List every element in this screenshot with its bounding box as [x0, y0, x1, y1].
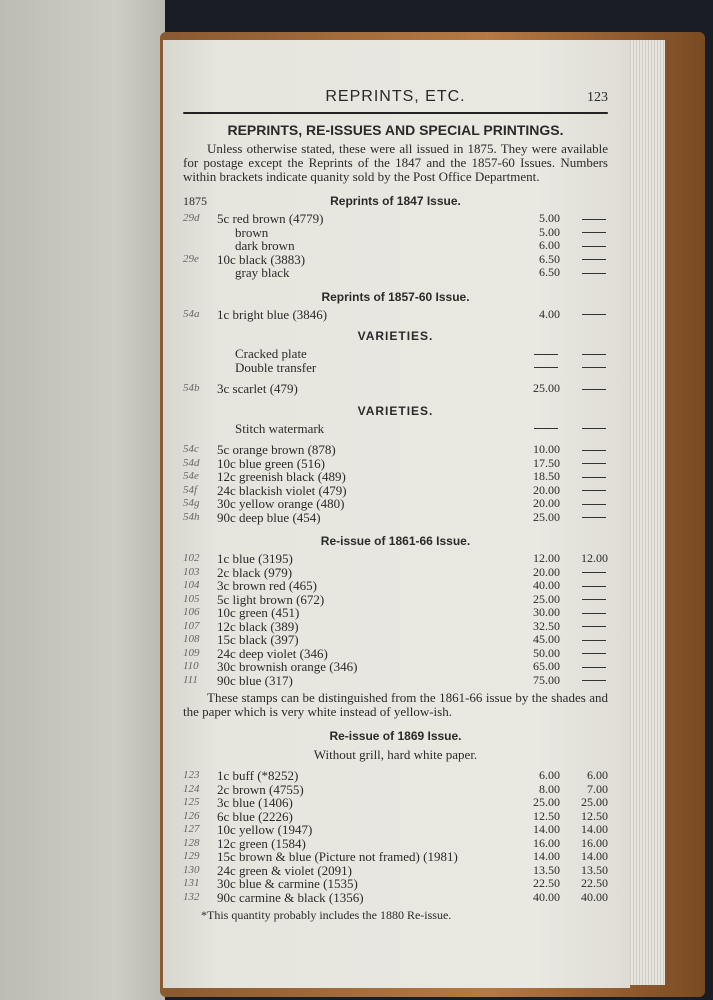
catalog-number: 54d [183, 456, 200, 469]
catalog-number: 105 [183, 592, 200, 605]
book-page [163, 40, 630, 988]
price-dash [582, 653, 606, 654]
price-dash [582, 599, 606, 600]
catalog-row [183, 470, 608, 484]
catalog-row [183, 212, 608, 226]
catalog-row [183, 633, 608, 647]
section-year: 1875 [183, 194, 207, 208]
catalog-number [183, 347, 217, 361]
section-heading [183, 290, 608, 304]
unused-price: 12.00 [533, 551, 560, 565]
stamp-description: 12c green (1584) [217, 835, 306, 851]
section-title: Re-issue of 1861-66 Issue. [320, 534, 471, 548]
used-price: 12.00 [581, 551, 608, 565]
used-price [562, 361, 608, 375]
unused-price: 6.50 [539, 251, 560, 266]
unused-price: 25.00 [533, 509, 560, 524]
catalog-number [183, 361, 217, 375]
price-dash [582, 572, 606, 573]
section-title: Reprints of 1847 Issue. [330, 194, 461, 208]
stamp-description: 5c red brown (4779) [217, 211, 324, 226]
catalog-number: 29e [183, 252, 199, 265]
price-dash [582, 354, 606, 355]
catalog-row [183, 864, 608, 878]
catalog-row [183, 552, 608, 566]
used-price [562, 422, 608, 436]
unused-price: 25.00 [533, 591, 560, 606]
used-price [562, 347, 608, 361]
unused-price: 6.00 [539, 768, 560, 782]
unused-price: 16.00 [533, 835, 560, 850]
catalog-row [183, 266, 608, 280]
price-dash [582, 586, 606, 587]
used-price: 13.50 [581, 862, 608, 877]
stamp-description: 6c blue (2226) [217, 808, 293, 824]
catalog-row [183, 783, 608, 797]
section-title: Re-issue of 1869 Issue. [329, 729, 462, 743]
unused-price: 6.50 [539, 265, 560, 279]
used-price [562, 253, 608, 267]
catalog-number: 106 [183, 606, 200, 618]
stamp-description: 5c orange brown (878) [217, 442, 336, 457]
catalog-listing [183, 194, 608, 923]
catalog-row [183, 579, 608, 593]
unused-price: 20.00 [533, 482, 560, 497]
catalog-row [183, 253, 608, 267]
unused-price: 8.00 [539, 781, 560, 796]
stamp-description: Cracked plate [235, 346, 307, 361]
catalog-number: 128 [183, 836, 200, 849]
price-dash [582, 273, 606, 274]
price-dash [582, 667, 606, 668]
used-price: 25.00 [581, 795, 608, 809]
price-dash [534, 354, 558, 355]
unused-price [514, 422, 560, 436]
price-dash [582, 219, 606, 220]
used-price [562, 620, 608, 634]
stamp-description: 30c blue & carmine (1535) [217, 876, 358, 891]
unused-price: 4.00 [539, 306, 560, 321]
catalog-row [183, 511, 608, 525]
price-dash [534, 428, 558, 429]
catalog-number: 131 [183, 877, 200, 889]
catalog-number: 111 [183, 673, 198, 686]
unused-price: 40.00 [533, 578, 560, 592]
unused-price: 22.50 [533, 876, 560, 890]
catalog-row [183, 606, 608, 620]
unused-price: 20.00 [533, 564, 560, 579]
stamp-description: 10c yellow (1947) [217, 822, 313, 837]
used-price: 7.00 [587, 781, 608, 796]
catalog-number: 110 [183, 660, 199, 672]
stamp-description: 15c brown & blue (Picture not framed) (1981) [217, 849, 458, 864]
section-title: Reprints of 1857-60 Issue. [321, 289, 470, 304]
catalog-number [183, 266, 217, 280]
used-price [562, 212, 608, 226]
header-rule [183, 112, 608, 114]
catalog-row [183, 877, 608, 891]
catalog-row [183, 239, 608, 253]
stamp-description: 30c yellow orange (480) [217, 496, 345, 511]
stamp-description: 90c blue (317) [217, 672, 293, 688]
unused-price: 32.50 [533, 618, 560, 633]
catalog-row [183, 484, 608, 498]
unused-price: 50.00 [533, 645, 560, 660]
used-price [562, 633, 608, 647]
catalog-row [183, 226, 608, 240]
price-dash [582, 626, 606, 627]
stamp-description: 2c brown (4755) [217, 781, 304, 797]
main-title: REPRINTS, RE-ISSUES AND SPECIAL PRINTINGS. [227, 122, 564, 138]
unused-price [514, 361, 560, 375]
varieties-heading: VARIETIES. [357, 329, 434, 343]
unused-price: 65.00 [533, 659, 560, 673]
stamp-description: gray black [235, 265, 290, 280]
price-dash [582, 490, 606, 491]
price-dash [582, 232, 606, 233]
unused-price: 14.00 [533, 849, 560, 863]
section-subtitle: Without grill, hard white paper. [313, 747, 478, 762]
used-price [562, 484, 608, 498]
unused-price: 18.50 [533, 469, 560, 483]
catalog-number: 54g [183, 497, 200, 509]
catalog-number: 129 [183, 850, 200, 862]
catalog-row [183, 593, 608, 607]
catalog-row [183, 810, 608, 824]
price-dash [582, 450, 606, 451]
used-price [562, 266, 608, 280]
used-price [562, 511, 608, 525]
price-dash [582, 640, 606, 641]
used-price: 14.00 [581, 822, 608, 836]
stamp-description: 3c blue (1406) [217, 795, 293, 810]
stamp-description: 5c light brown (672) [217, 591, 325, 607]
used-price [562, 308, 608, 322]
stamp-description: 30c brownish orange (346) [217, 659, 358, 674]
used-price [562, 470, 608, 484]
used-price: 22.50 [581, 876, 608, 890]
price-dash [582, 259, 606, 260]
used-price: 14.00 [581, 849, 608, 863]
used-price [562, 566, 608, 580]
catalog-row [183, 566, 608, 580]
stamp-description: 1c buff (*8252) [217, 768, 299, 783]
used-price [562, 497, 608, 511]
catalog-row [183, 647, 608, 661]
catalog-number: 54f [183, 483, 198, 496]
catalog-number: 54a [183, 307, 200, 320]
used-price [562, 382, 608, 396]
catalog-row [183, 660, 608, 674]
catalog-number: 125 [183, 796, 200, 808]
catalog-row [183, 850, 608, 864]
unused-price: 20.00 [533, 496, 560, 510]
catalog-row [183, 769, 608, 783]
unused-price: 14.00 [533, 822, 560, 836]
catalog-row [183, 823, 608, 837]
section-heading [183, 729, 608, 743]
price-dash [582, 517, 606, 518]
catalog-number: 109 [183, 646, 200, 659]
unused-price: 6.00 [539, 238, 560, 252]
price-dash [582, 389, 606, 390]
varieties-heading: VARIETIES. [357, 403, 434, 418]
catalog-row [183, 422, 608, 436]
stamp-description: 10c green (451) [217, 605, 300, 620]
unused-price: 5.00 [539, 211, 560, 225]
used-price [562, 579, 608, 593]
catalog-number: 29d [183, 212, 200, 224]
stamp-description: Double transfer [235, 359, 317, 375]
catalog-number: 127 [183, 823, 200, 835]
catalog-row [183, 891, 608, 905]
stamp-description: dark brown [235, 238, 295, 253]
price-dash [534, 367, 558, 368]
catalog-row [183, 837, 608, 851]
price-dash [582, 314, 606, 315]
used-price [562, 239, 608, 253]
catalog-number: 132 [183, 890, 200, 903]
catalog-row [183, 620, 608, 634]
used-price: 12.50 [581, 808, 608, 823]
price-dash [582, 680, 606, 681]
catalog-number: 102 [183, 552, 200, 564]
used-price: 40.00 [581, 889, 608, 904]
used-price [562, 606, 608, 620]
unused-price: 17.50 [533, 455, 560, 470]
catalog-number: 54e [183, 470, 199, 482]
catalog-number: 54c [183, 443, 199, 455]
stamp-description: 2c black (979) [217, 564, 293, 580]
used-price: 16.00 [581, 835, 608, 850]
stamp-description: 1c bright blue (3846) [217, 306, 328, 322]
page-content [183, 88, 608, 923]
stamp-description: 15c black (397) [217, 632, 299, 647]
page-number: 123 [587, 90, 608, 105]
footnote: *This quantity probably includes the 1880 Re-issue. [201, 908, 452, 922]
stamp-description: brown [235, 224, 269, 240]
used-price [562, 674, 608, 688]
catalog-row [183, 457, 608, 471]
unused-price: 13.50 [533, 862, 560, 877]
unused-price: 10.00 [533, 442, 560, 456]
unused-price: 40.00 [533, 889, 560, 904]
unused-price: 25.00 [533, 795, 560, 809]
running-title: REPRINTS, ETC. [325, 88, 466, 105]
price-dash [582, 463, 606, 464]
catalog-number [183, 422, 217, 436]
catalog-number [183, 226, 217, 240]
used-price [562, 457, 608, 471]
stamp-description: 3c scarlet (479) [217, 381, 298, 396]
stamp-description: 10c black (3883) [217, 251, 306, 267]
unused-price: 5.00 [539, 224, 560, 239]
stamp-description: 24c deep violet (346) [217, 645, 328, 661]
price-dash [582, 428, 606, 429]
catalog-row [183, 361, 608, 375]
stamp-description: 10c blue green (516) [217, 455, 325, 471]
unused-price: 75.00 [533, 672, 560, 687]
note-paragraph: These stamps can be distinguished from the 1861-66 issue by the shades and the paper which is very white instead of yellow-ish. [183, 690, 608, 719]
catalog-number: 130 [183, 863, 200, 876]
unused-price: 25.00 [533, 381, 560, 395]
price-dash [582, 477, 606, 478]
catalog-number: 124 [183, 782, 200, 795]
stamp-description: 12c greenish black (489) [217, 469, 346, 484]
intro-paragraph: Unless otherwise stated, these were all issued in 1875. They were available for postage except the Reprints of the 1847 and the 1857-60 Issues. Numbers within brackets indicate quanity sold by the Post Office Department. [183, 141, 608, 184]
used-price [562, 226, 608, 240]
catalog-row [183, 796, 608, 810]
catalog-row [183, 308, 608, 322]
catalog-number: 103 [183, 565, 200, 578]
unused-price: 30.00 [533, 605, 560, 619]
catalog-number: 108 [183, 633, 200, 645]
price-dash [582, 504, 606, 505]
used-price [562, 647, 608, 661]
catalog-number: 123 [183, 769, 200, 781]
used-price [562, 660, 608, 674]
used-price: 6.00 [587, 768, 608, 782]
unused-price: 45.00 [533, 632, 560, 646]
stamp-description: 90c deep blue (454) [217, 509, 321, 525]
unused-price [514, 347, 560, 361]
catalog-row [183, 674, 608, 688]
catalog-row [183, 443, 608, 457]
left-page [0, 0, 165, 1000]
used-price [562, 443, 608, 457]
stamp-description: 1c blue (3195) [217, 551, 293, 566]
price-dash [582, 613, 606, 614]
catalog-row [183, 347, 608, 361]
catalog-number: 107 [183, 619, 200, 632]
price-dash [582, 367, 606, 368]
catalog-number: 104 [183, 579, 200, 591]
stamp-description: 3c brown red (465) [217, 578, 317, 593]
stamp-description: 24c blackish violet (479) [217, 482, 347, 498]
stamp-description: Stitch watermark [235, 420, 325, 436]
stamp-description: 12c black (389) [217, 618, 299, 634]
stamp-description: 24c green & violet (2091) [217, 862, 353, 878]
unused-price: 12.50 [533, 808, 560, 823]
price-dash [582, 246, 606, 247]
catalog-number: 54b [183, 382, 200, 394]
section-heading [183, 534, 608, 548]
used-price [562, 593, 608, 607]
stamp-description: 90c carmine & black (1356) [217, 889, 364, 905]
catalog-row [183, 382, 608, 396]
catalog-row [183, 497, 608, 511]
catalog-number [183, 239, 217, 253]
running-header [183, 88, 608, 110]
section-heading [183, 194, 608, 208]
page-edges [625, 40, 665, 985]
catalog-number: 54h [183, 510, 200, 523]
catalog-number: 126 [183, 809, 200, 822]
